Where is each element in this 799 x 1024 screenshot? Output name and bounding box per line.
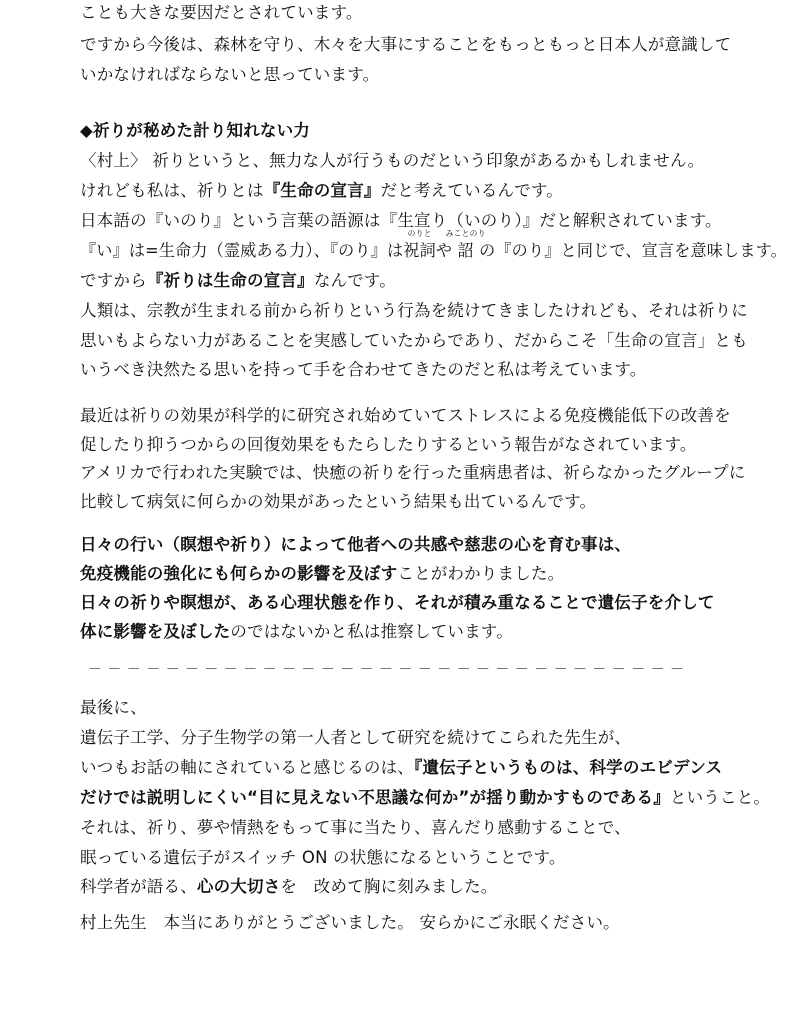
text-span: や [435,241,453,260]
emphasis-text: 心の大切さ [196,877,281,896]
ruby-reading: のりと [407,229,432,238]
text-line [80,621,513,643]
emphasis-text: 『祈りは生命の宣言』 [146,271,314,290]
ruby-reading: みことのり [445,229,486,238]
text-line [80,563,564,585]
text-line: 最後に、 [80,698,147,717]
text-line [80,229,787,262]
emphasis-text: 『生命の宣言』 [263,181,381,200]
text-line: 遺伝子工学、分子生物学の第一人者として研究を続けてこられた先生が、 [80,728,632,747]
text-line: ことも大きな要因だとされています。 [80,3,363,22]
text-span: だと考えているんです。 [380,181,563,200]
text-span: ということ。 [669,788,771,807]
text-line: 村上先生 本当にありがとうございました。 安らかにご永眠ください。 [80,913,620,932]
emphasis-text: 『遺伝子というものは、科学のエビデンス [414,758,723,777]
text-line [80,270,396,292]
text-line: いかなければならないと思っています。 [80,65,380,84]
emphasis-text: だけでは説明しにくい“目に見えない不思議な何か”が揺り動かすものである』 [80,788,670,807]
text-span: の『のり』と同じで、宣言を意味します。 [479,241,787,260]
emphasis-line: 日々の祈りや瞑想が、ある心理状態を作り、それが積み重なることで遺伝子を介して [80,593,715,612]
emphasis-text: 体に影響を及ぼした [80,622,231,641]
emphasis-line: 日々の行い（瞑想や祈り）によって他者への共感や慈悲の心を育む事は、 [80,535,632,554]
ruby-word [403,229,436,262]
text-span: なんです。 [313,271,396,290]
text-line: いうべき決然たる思いを持って手を合わせてきたのだと私は考えています。 [80,360,647,379]
text-span: のではないかと私は推察しています。 [230,622,513,641]
text-span: ことがわかりました。 [397,564,565,583]
emphasis-text: 免疫機能の強化にも何らかの影響を及ぼす [80,564,398,583]
text-line [80,876,498,898]
text-line [80,787,770,809]
ruby-word [445,229,486,262]
text-line: 日本語の『いのり』という言葉の語源は『生宣り（いのり）』だと解釈されています。 [80,211,722,230]
text-line: それは、祈り、夢や情熱をもって事に当たり、喜んだり感動することで、 [80,818,631,837]
text-span: 科学者が語る、 [80,877,197,896]
dashed-divider: －－－－－－－－－－－－－－－－－－－－－－－－－－－－－－－ [88,662,690,678]
text-line: 思いもよらない力があることを実感していたからであり、だからこそ「生命の宣言」とも [80,331,748,350]
ruby-base: 詔 [457,241,474,260]
text-line: 人類は、宗教が生まれる前から祈りという行為を続けてきましたけれども、それは祈りに [80,301,748,320]
text-line: 〈村上〉 祈りというと、無力な人が行うものだという印象があるかもしれません。 [80,151,705,170]
text-span: ですから [80,271,147,290]
text-line: 最近は祈りの効果が科学的に研究され始めていてストレスによる免疫機能低下の改善を [80,406,731,425]
section-heading: ◆祈りが秘めた計り知れない力 [80,121,310,140]
text-span: いつもお話の軸にされていると感じるのは、 [80,758,414,777]
text-line: アメリカで行われた実験では、快癒の祈りを行った重病患者は、祈らなかったグループに [80,463,746,482]
text-line [80,757,722,779]
text-span: を 改めて胸に刻みました。 [280,877,498,896]
text-line: ですから今後は、森林を守り、木々を大事にすることをもっともっと日本人が意識して [80,35,732,54]
text-span: 『い』は=生命力（霊威ある力）、『のり』は [80,241,404,260]
ruby-base: 祝詞 [403,241,436,260]
text-line: 促したり抑うつからの回復効果をもたらしたりするという報告がなされています。 [80,435,697,454]
text-span: けれども私は、祈りとは [80,181,264,200]
text-line [80,180,563,202]
text-line: 比較して病気に何らかの効果があったという結果も出ているんです。 [80,492,597,511]
text-line: 眠っている遺伝子がスイッチ ON の状態になるということです。 [80,848,566,867]
